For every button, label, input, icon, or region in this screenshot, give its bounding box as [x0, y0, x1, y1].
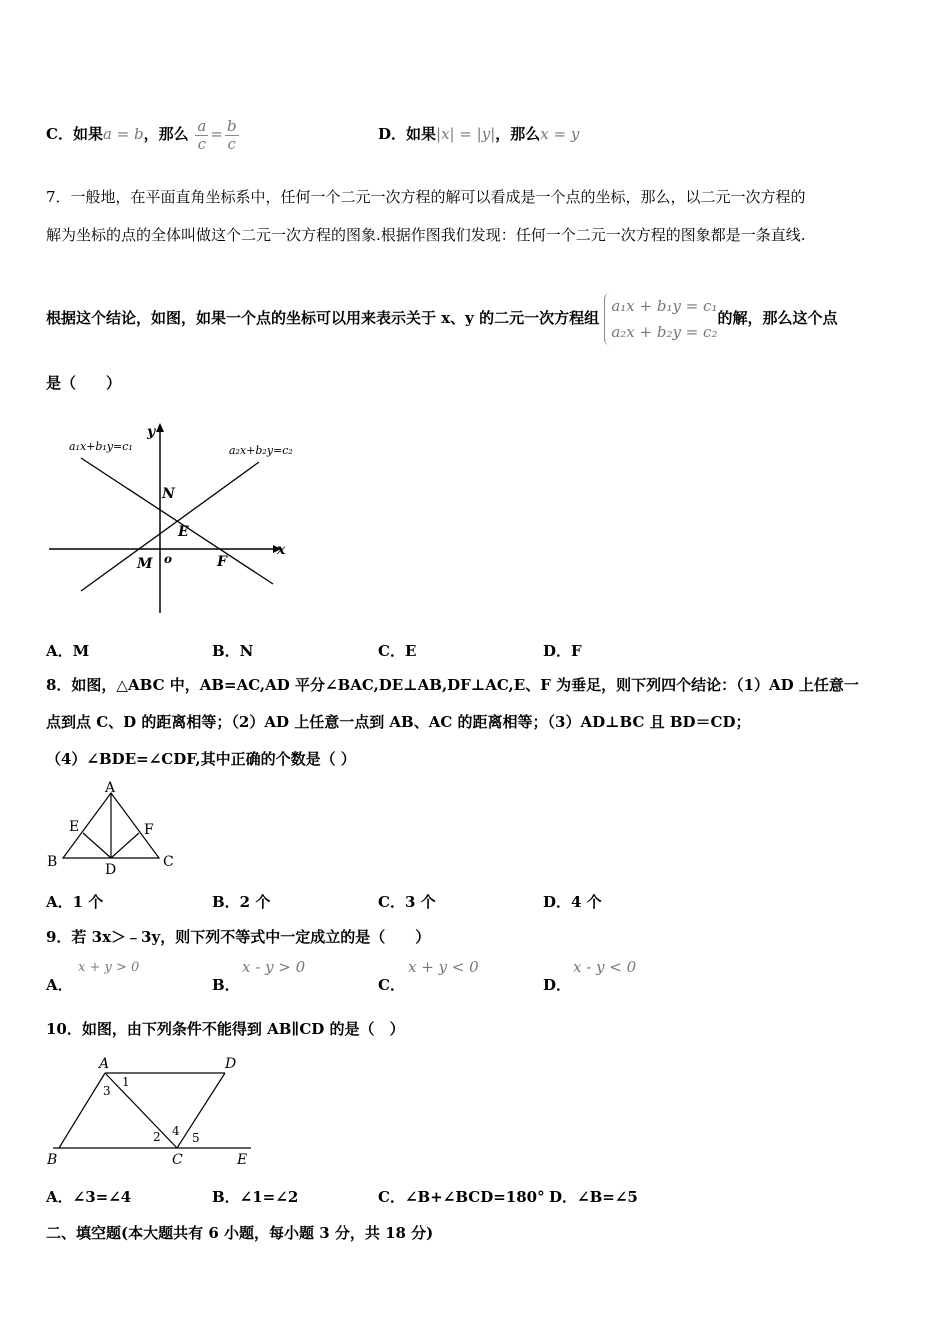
q10-stem: 10．如图，由下列条件不能得到 AB∥CD 的是（ ）: [46, 1020, 405, 1038]
q9-d-expr: x - y < 0: [573, 958, 637, 976]
q8-option-b[interactable]: B．2 个: [212, 893, 271, 911]
label-f: F: [144, 822, 154, 838]
q7-option-b[interactable]: B．N: [212, 642, 254, 660]
q7-system-eq1: a₁x + b₁y = c₁: [611, 297, 718, 315]
label-b: B: [47, 854, 58, 870]
label-c: C: [172, 1152, 183, 1168]
label-e: E: [69, 819, 80, 835]
q7-line-3: [46, 290, 838, 346]
segment-ab: [59, 1073, 105, 1148]
label-d: D: [105, 862, 117, 878]
q8-option-d[interactable]: D．4 个: [543, 893, 602, 911]
q10-option-c[interactable]: C．∠B+∠BCD=180°: [378, 1188, 545, 1206]
angle-3-label: 3: [103, 1084, 111, 1098]
q6-c-fraction-b: $\frac{b}{c}$: [226, 117, 237, 153]
q7-system-eq2: a₂x + b₂y = c₂: [611, 323, 718, 341]
line-2: [81, 462, 259, 591]
q6-option-c: [46, 104, 241, 164]
q6-d-then: ，那么: [495, 125, 541, 143]
q8-line-2: 点到点 C、D 的距离相等；（2）AD 上任意一点到 AB、AC 的距离相等；（3）AD⊥BC 且 BD＝CD；: [46, 713, 751, 731]
q7-option-c[interactable]: C．E: [378, 642, 417, 660]
label-b: B: [47, 1152, 58, 1168]
q7-coordinate-figure: [45, 418, 305, 618]
segment-cd: [177, 1073, 225, 1148]
equation-2-label: a₂x+b₂y=c₂: [229, 444, 293, 457]
q9-b-label: B．: [212, 976, 240, 994]
angle-5-label: 5: [192, 1131, 200, 1145]
q9-stem: 9．若 3x＞﹣3y，则下列不等式中一定成立的是（ ）: [46, 928, 431, 946]
point-f-label: F: [217, 554, 227, 570]
segment-df: [111, 833, 139, 858]
q10-option-d[interactable]: D．∠B=∠5: [549, 1188, 638, 1206]
q10-parallelogram-figure: [45, 1052, 265, 1172]
q8-triangle-figure: [45, 778, 185, 878]
q7-line-1: 7．一般地，在平面直角坐标系中，任何一个二元一次方程的解可以看成是一个点的坐标，那么，以二元一次方程的: [46, 188, 806, 206]
q6-d-cond: |x| = |y|: [436, 125, 496, 143]
equation-1-label: a₁x+b₁y=c₁: [69, 440, 133, 453]
q9-c-label: C．: [378, 976, 405, 994]
label-a: A: [99, 1056, 110, 1072]
segment-ac: [105, 1073, 177, 1148]
y-axis-arrow: [156, 423, 164, 432]
angle-1-label: 1: [122, 1075, 130, 1089]
q10-option-a[interactable]: A．∠3=∠4: [46, 1188, 132, 1206]
segment-de: [83, 833, 111, 858]
q9-a-expr: x + y > 0: [78, 960, 140, 975]
q6-c-label: C．如果: [46, 125, 103, 143]
q7-option-d[interactable]: D．F: [543, 642, 582, 660]
q8-line-3: （4）∠BDE=∠CDF,其中正确的个数是（ ）: [46, 750, 356, 768]
q6-d-label: D．如果: [378, 125, 437, 143]
point-m-label: M: [137, 556, 153, 572]
q7-line-3a: 根据这个结论，如图，如果一个点的坐标可以用来表示关于 x、y 的二元一次方程组: [46, 309, 600, 327]
x-label: x: [277, 542, 286, 558]
q7-line-2: 解为坐标的点的全体叫做这个二元一次方程的图象.根据作图我们发现：任何一个二元一次方程的图象都是一条直线.: [46, 226, 806, 244]
q7-line-3b: 的解，那么这个点: [717, 309, 838, 327]
q6-c-eq: =: [210, 125, 223, 143]
q8-option-c[interactable]: C．3 个: [378, 893, 436, 911]
q7-line-4: 是（ ）: [46, 374, 122, 392]
section-2-heading: 二、填空题(本大题共有 6 小题，每小题 3 分，共 18 分): [46, 1224, 434, 1242]
q10-option-b[interactable]: B．∠1=∠2: [212, 1188, 299, 1206]
q9-b-expr: x - y > 0: [242, 958, 306, 976]
label-e: E: [237, 1152, 248, 1168]
y-label: y: [147, 424, 156, 440]
point-e-label: E: [178, 524, 189, 540]
q9-d-label: D．: [543, 976, 572, 994]
label-a: A: [105, 780, 116, 796]
q7-equation-system: [604, 293, 717, 345]
q9-c-expr: x + y < 0: [408, 958, 479, 976]
q6-d-result: x = y: [540, 125, 580, 143]
q9-a-label: A．: [46, 976, 73, 994]
point-n-label: N: [162, 486, 175, 502]
origin-label: o: [164, 552, 173, 566]
q6-c-then: ，那么: [143, 125, 189, 143]
q6-option-d: [378, 104, 579, 164]
label-c: C: [163, 854, 174, 870]
q7-option-a[interactable]: A．M: [46, 642, 90, 660]
q6-c-cond: a = b: [102, 125, 144, 143]
q8-option-a[interactable]: A．1 个: [46, 893, 104, 911]
angle-2-label: 2: [153, 1130, 161, 1144]
label-d: D: [225, 1056, 237, 1072]
q8-line-1: 8．如图，△ABC 中，AB=AC,AD 平分∠BAC,DE⊥AB,DF⊥AC,E、F 为垂足，则下列四个结论：（1）AD 上任意一: [46, 676, 859, 694]
angle-4-label: 4: [172, 1124, 180, 1138]
q6-c-fraction-a: $\frac{a}{c}$: [197, 117, 207, 153]
